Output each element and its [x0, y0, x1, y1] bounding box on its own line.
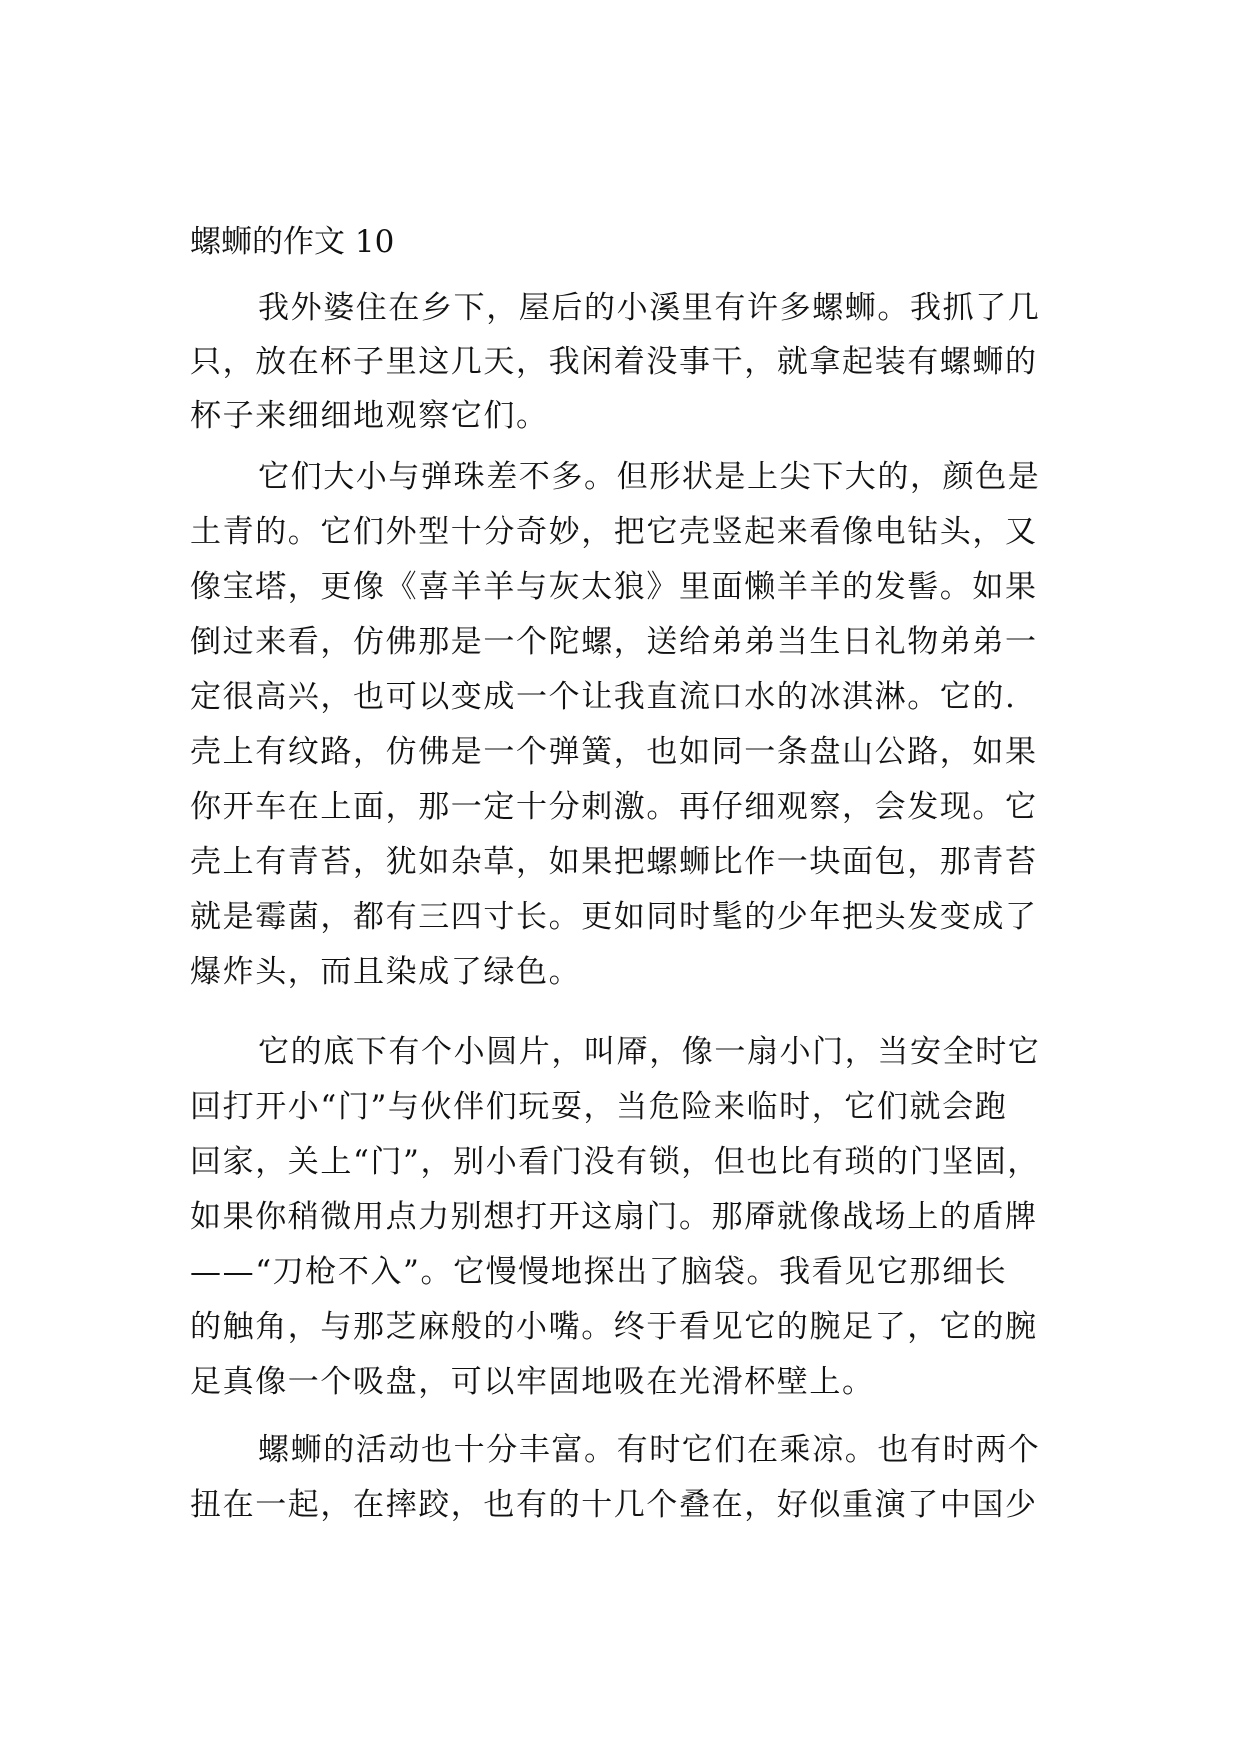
paragraph-2-line-5: 定很高兴，也可以变成一个让我直流口水的冰淇淋。它的. [190, 679, 1017, 715]
paragraph-3-line-5: ——“刀枪不入”。它慢慢地探出了脑袋。我看见它那细长 [190, 1254, 1008, 1290]
paragraph-2-line-1: 它们大小与弹珠差不多。但形状是上尖下大的，颜色是 [258, 459, 1041, 495]
paragraph-2-line-9: 就是霉菌，都有三四寸长。更如同时髦的少年把头发变成了 [190, 899, 1038, 935]
paragraph-2-line-6: 壳上有纹路，仿佛是一个弹簧，也如同一条盘山公路，如果 [190, 734, 1038, 770]
paragraph-3-line-7: 足真像一个吸盘，可以牢固地吸在光滑杯壁上。 [190, 1364, 875, 1400]
paragraph-1-line-3: 杯子来细细地观察它们。 [190, 398, 549, 434]
paragraph-4-line-2: 扭在一起，在摔跤，也有的十几个叠在，好似重演了中国少 [190, 1487, 1038, 1523]
paragraph-3-line-3: 回家，关上“门”，别小看门没有锁，但也比有琐的门坚固， [190, 1144, 1040, 1180]
paragraph-2-line-4: 倒过来看，仿佛那是一个陀螺，送给弟弟当生日礼物弟弟一 [190, 624, 1038, 660]
paragraph-2-line-7: 你开车在上面，那一定十分刺激。再仔细观察，会发现。它 [190, 789, 1038, 825]
paragraph-3-line-2: 回打开小“门”与伙伴们玩耍，当危险来临时，它们就会跑 [190, 1089, 1008, 1125]
paragraph-4-line-1: 螺蛳的活动也十分丰富。有时它们在乘凉。也有时两个 [258, 1432, 1041, 1468]
paragraph-3-line-4: 如果你稍微用点力别想打开这扇门。那厣就像战场上的盾牌 [190, 1199, 1038, 1235]
document-title: 螺蛳的作文 10 [190, 224, 395, 260]
paragraph-2-line-3: 像宝塔，更像《喜羊羊与灰太狼》里面懒羊羊的发髻。如果 [190, 569, 1038, 605]
paragraph-1-line-1: 我外婆住在乡下，屋后的小溪里有许多螺蛳。我抓了几 [258, 290, 1041, 326]
paragraph-2-line-8: 壳上有青苔，犹如杂草，如果把螺蛳比作一块面包，那青苔 [190, 844, 1038, 880]
paragraph-3-line-6: 的触角，与那芝麻般的小嘴。终于看见它的腕足了，它的腕 [190, 1309, 1038, 1345]
paragraph-1-line-2: 只，放在杯子里这几天，我闲着没事干，就拿起装有螺蛳的 [190, 344, 1038, 380]
paragraph-2-line-2: 土青的。它们外型十分奇妙，把它壳竖起来看像电钻头，又 [190, 514, 1038, 550]
paragraph-2-line-10: 爆炸头，而且染成了绿色。 [190, 954, 582, 990]
paragraph-3-line-1: 它的底下有个小圆片，叫厣，像一扇小门，当安全时它 [258, 1034, 1041, 1070]
